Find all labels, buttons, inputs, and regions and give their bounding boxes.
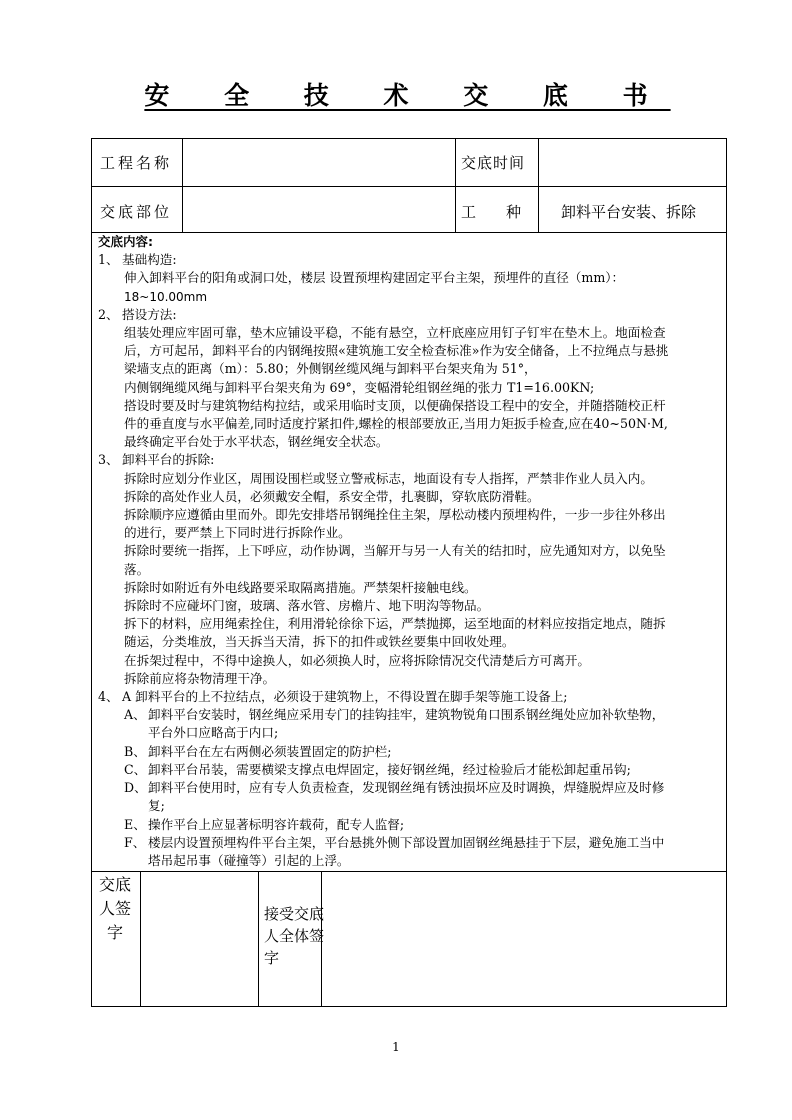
sub-item xyxy=(98,761,722,779)
sub-item-number: C、 xyxy=(124,761,147,777)
section-line: 最终确定平台处于水平状态，钢丝绳安全状态。 xyxy=(124,434,389,450)
col-divider xyxy=(258,871,259,1007)
section-line: 18~10.00mm xyxy=(124,289,208,304)
col-divider xyxy=(538,139,539,232)
sub-item-line: 复; xyxy=(148,798,165,814)
section-4 xyxy=(98,688,722,870)
section-line: 组装处理应牢固可靠，垫木应铺设平稳，不能有悬空，立杆底座应用钉子钉牢在垫木上。地面检查 xyxy=(124,325,666,341)
sub-item-line: 卸料平台在左右两侧必须装置固定的防护栏; xyxy=(148,743,392,759)
sub-item-line: 塔吊起吊事（碰撞等）引起的上浮。 xyxy=(148,852,350,868)
section-line: 落。 xyxy=(124,561,150,577)
sub-item xyxy=(98,779,722,815)
section-1 xyxy=(98,251,722,306)
discloser-signature-field[interactable] xyxy=(142,873,256,1005)
sub-item-number: F、 xyxy=(124,834,146,850)
disclosure-content xyxy=(98,233,722,870)
section-title: 搭设方法: xyxy=(122,306,177,322)
section-line: 内侧钢绳缆风绳与卸料平台架夹角为 69°，变幅滑轮组钢丝绳的张力 T1=16.00KN; xyxy=(124,379,595,395)
project-name-label: 工程名称 xyxy=(100,154,173,172)
row-divider xyxy=(92,871,726,872)
section-number: 4、 xyxy=(98,689,119,705)
section-line: 拆除时如附近有外电线路要采取隔离措施。严禁架杆接触电线。 xyxy=(124,579,477,595)
section-number: 3、 xyxy=(98,452,119,468)
page-title xyxy=(0,76,792,112)
sub-item-line: 楼层内设置预埋构件平台主架，平台悬挑外侧下部设置加固钢丝绳悬挂于下层，避免施工当中 xyxy=(148,834,665,850)
row-divider xyxy=(92,186,726,187)
section-line: 拆下的材料，应用绳索拴住，利用滑轮徐徐下运，严禁抛掷，运至地面的材料应按指定地点，随拆 xyxy=(124,616,666,632)
section-line: 搭设时要及时与建筑物结构拉结，或采用临时支顶，以便确保搭设工程中的安全，并随搭随校正杆 xyxy=(124,397,666,413)
sub-item xyxy=(98,816,722,834)
sub-item-number: E、 xyxy=(124,816,146,832)
section-line: 伸入卸料平台的阳角或洞口处，楼层 设置预埋构建固定平台主架，预埋件的直径（mm）： xyxy=(124,270,625,286)
section-line: 拆除时不应碰坏门窗，玻璃、落水管、房檐片、地下明沟等物品。 xyxy=(124,598,490,614)
sub-item-number: B、 xyxy=(124,743,146,759)
sub-item xyxy=(98,706,722,742)
title-text: 安 全 技 术 交 底 书 xyxy=(144,81,671,110)
section-number: 2、 xyxy=(98,306,119,322)
section-line: 梁墙支点的距离（m）：5.80；外侧钢丝缆风绳与卸料平台架夹角为 51°， xyxy=(124,361,537,377)
section-line: 在拆架过程中，不得中途换人，如必须换人时，应将拆除情况交代清楚后方可离开。 xyxy=(124,652,590,668)
sub-item-line: 卸料平台吊装，需要横梁支撑点电焊固定，接好钢丝绳，经过检验后才能松卸起重吊钩; xyxy=(148,761,631,777)
sub-item-line: 卸料平台安装时，钢丝绳应采用专门的挂钩挂牢，建筑物锐角口围系钢丝绳处应加补软垫物， xyxy=(148,707,665,723)
sub-item-number: D、 xyxy=(124,780,147,796)
section-3 xyxy=(98,451,722,688)
page-number: 1 xyxy=(392,1040,400,1054)
section-title: A 卸料平台的上不拉结点，必须设于建筑物上，不得设置在脚手架等施工设备上; xyxy=(122,689,568,705)
section-line: 的进行，要严禁上下同时进行拆除作业。 xyxy=(124,525,351,541)
section-number: 1、 xyxy=(98,252,119,268)
sub-item-line: 卸料平台使用时，应有专人负责检查，发现钢丝绳有锈浊损坏应及时调换，焊缝脱焊应及时修 xyxy=(148,780,665,796)
section-line: 拆除时应划分作业区，周围设围栏或竖立警戒标志，地面设有专人指挥，严禁非作业人员入内。 xyxy=(124,470,653,486)
work-type-value: 卸料平台安装、拆除 xyxy=(561,203,697,221)
date-label: 交底时间 xyxy=(461,154,526,172)
section-line: 拆除时要统一指挥，上下呼应，动作协调，当解开与另一人有关的结扣时，应先通知对方，以免坠 xyxy=(124,543,666,559)
section-line: 拆除前应将杂物清理干净。 xyxy=(124,670,276,686)
work-type-label: 工 种 xyxy=(461,203,522,221)
section-line: 拆除顺序应遵循由里而外。即先安排塔吊钢绳拴住主架，厚松动楼内预埋构件，一步一步往外移出 xyxy=(124,507,666,523)
col-divider xyxy=(455,139,456,232)
sub-item-line: 操作平台上应显著标明容许载荷，配专人监督; xyxy=(148,816,405,832)
section-line: 随运，分类堆放，当天拆当天清，拆下的扣件或铁丝要集中回收处理。 xyxy=(124,634,515,650)
section-2 xyxy=(98,306,722,452)
section-line: 后，方可起吊，卸料平台的内钢绳按照«建筑施工安全检查标准»作为安全储备，上不拉绳点与悬挑 xyxy=(124,343,669,359)
sub-item xyxy=(98,834,722,870)
sub-item-line: 平台外口应略高于内口; xyxy=(148,725,279,741)
location-label: 交底部位 xyxy=(100,203,173,221)
sub-item xyxy=(98,743,722,761)
disclosure-form xyxy=(91,138,727,1007)
receiver-signature-field[interactable] xyxy=(323,873,723,1005)
receiver-signature-label: 接受交底人全体签字 xyxy=(264,905,325,967)
section-line: 件的垂直度与水平偏差,同时适度拧紧扣件,螺栓的根部要放正,当用力矩扳手检查,应在40~50N·M, xyxy=(124,416,668,432)
section-line: 拆除的高处作业人员，必须戴安全帽，系安全带，扎裹脚，穿软底防滑鞋。 xyxy=(124,488,540,504)
sub-item-number: A、 xyxy=(124,707,146,723)
content-heading: 交底内容: xyxy=(98,234,153,249)
section-title: 卸料平台的拆除: xyxy=(122,452,215,468)
col-divider xyxy=(140,871,141,1007)
col-divider xyxy=(182,139,183,232)
section-title: 基础构造: xyxy=(122,252,177,268)
discloser-signature-label: 交底人签字 xyxy=(98,875,131,942)
